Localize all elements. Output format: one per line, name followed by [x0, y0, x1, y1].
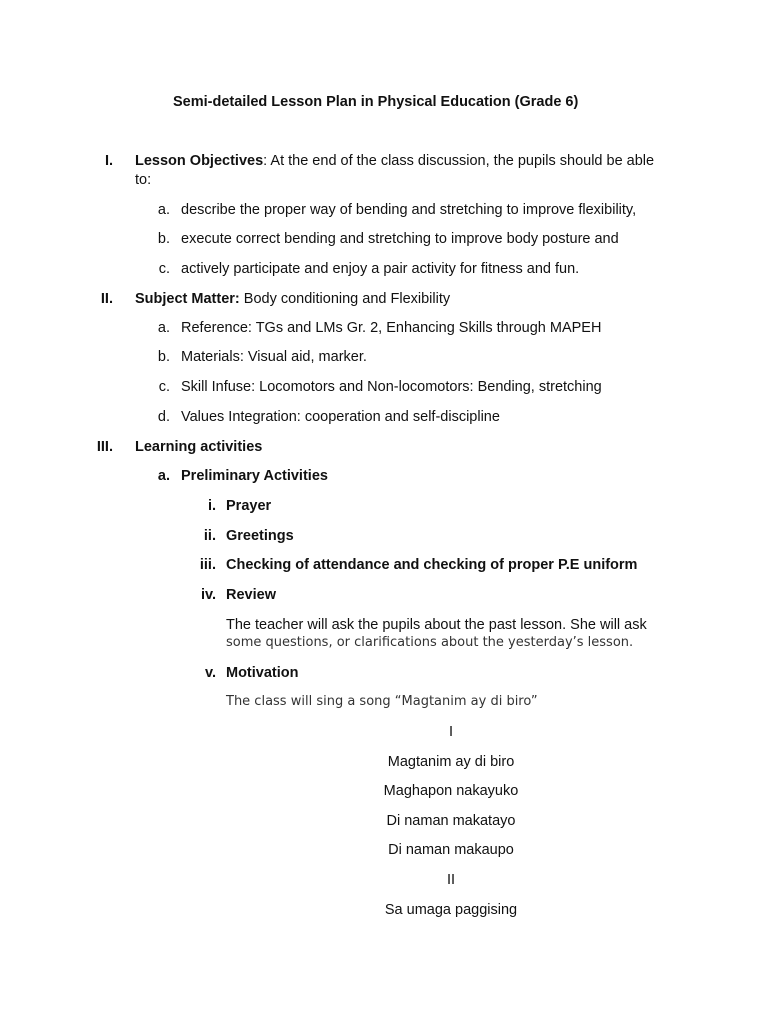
- section-2-heading: Subject Matter:: [135, 291, 240, 307]
- subject-c-marker: c.: [158, 379, 170, 395]
- document-title: Semi-detailed Lesson Plan in Physical Education (Grade 6): [173, 94, 579, 110]
- song-lyric-line: Di naman makaupo: [388, 842, 514, 858]
- section-2-text: Body conditioning and Flexibility: [239, 291, 451, 307]
- activity-prayer: Prayer: [226, 498, 272, 514]
- activity-v-marker: v.: [204, 665, 216, 681]
- objective-a-marker: a.: [157, 202, 170, 218]
- song-lyric-line: Maghapon nakayuko: [383, 783, 519, 799]
- motivation-text: The class will sing a song “Magtanim ay di biro”: [226, 694, 538, 709]
- preliminary-activities-heading: Preliminary Activities: [181, 468, 328, 484]
- objective-c-marker: c.: [158, 261, 170, 277]
- activity-iii-marker: iii.: [199, 557, 216, 573]
- activity-ii-marker: ii.: [203, 528, 216, 544]
- subject-reference: Reference: TGs and LMs Gr. 2, Enhancing Skills through MAPEH: [181, 320, 602, 336]
- activity-iv-marker: iv.: [200, 587, 216, 603]
- subject-skill-infuse: Skill Infuse: Locomotors and Non-locomotors: Bending, stretching: [181, 379, 602, 395]
- section-1-text-continued: to:: [135, 172, 152, 188]
- section-1-heading: Lesson Objectives: [135, 153, 264, 169]
- song-verse-2-number: II: [446, 872, 456, 888]
- activity-i-marker: i.: [207, 498, 216, 514]
- subject-materials: Materials: Visual aid, marker.: [181, 349, 367, 365]
- subject-d-marker: d.: [157, 409, 170, 425]
- song-verse-1-number: I: [448, 724, 454, 740]
- activity-motivation: Motivation: [226, 665, 299, 681]
- activity-attendance: Checking of attendance and checking of proper P.E uniform: [226, 557, 638, 573]
- section-2-line: [135, 290, 450, 308]
- section-3-number: III.: [96, 439, 113, 455]
- section-1-number: I.: [104, 153, 113, 169]
- section-3-heading: Learning activities: [135, 439, 263, 455]
- section-1-line: [135, 152, 654, 170]
- objective-b: execute correct bending and stretching to improve body posture and: [181, 231, 619, 247]
- song-lyric-line: Di naman makatayo: [386, 813, 516, 829]
- objective-b-marker: b.: [157, 231, 170, 247]
- section-2-number: II.: [100, 291, 113, 307]
- activities-a-marker: a.: [157, 468, 170, 484]
- activity-greetings: Greetings: [226, 528, 294, 544]
- section-1-text: : At the end of the class discussion, the pupils should be able: [263, 153, 655, 169]
- subject-values: Values Integration: cooperation and self-discipline: [181, 409, 500, 425]
- song-lyric-line: Sa umaga paggising: [384, 902, 518, 918]
- activity-review: Review: [226, 587, 276, 603]
- subject-b-marker: b.: [157, 349, 170, 365]
- objective-c: actively participate and enjoy a pair activity for fitness and fun.: [181, 261, 580, 277]
- song-lyric-line: Magtanim ay di biro: [387, 754, 515, 770]
- review-text-line-1: The teacher will ask the pupils about the past lesson. She will ask: [226, 617, 647, 633]
- objective-a: describe the proper way of bending and stretching to improve flexibility,: [181, 202, 637, 218]
- review-text-line-2: some questions, or clarifications about the yesterday’s lesson.: [226, 635, 634, 650]
- subject-a-marker: a.: [157, 320, 170, 336]
